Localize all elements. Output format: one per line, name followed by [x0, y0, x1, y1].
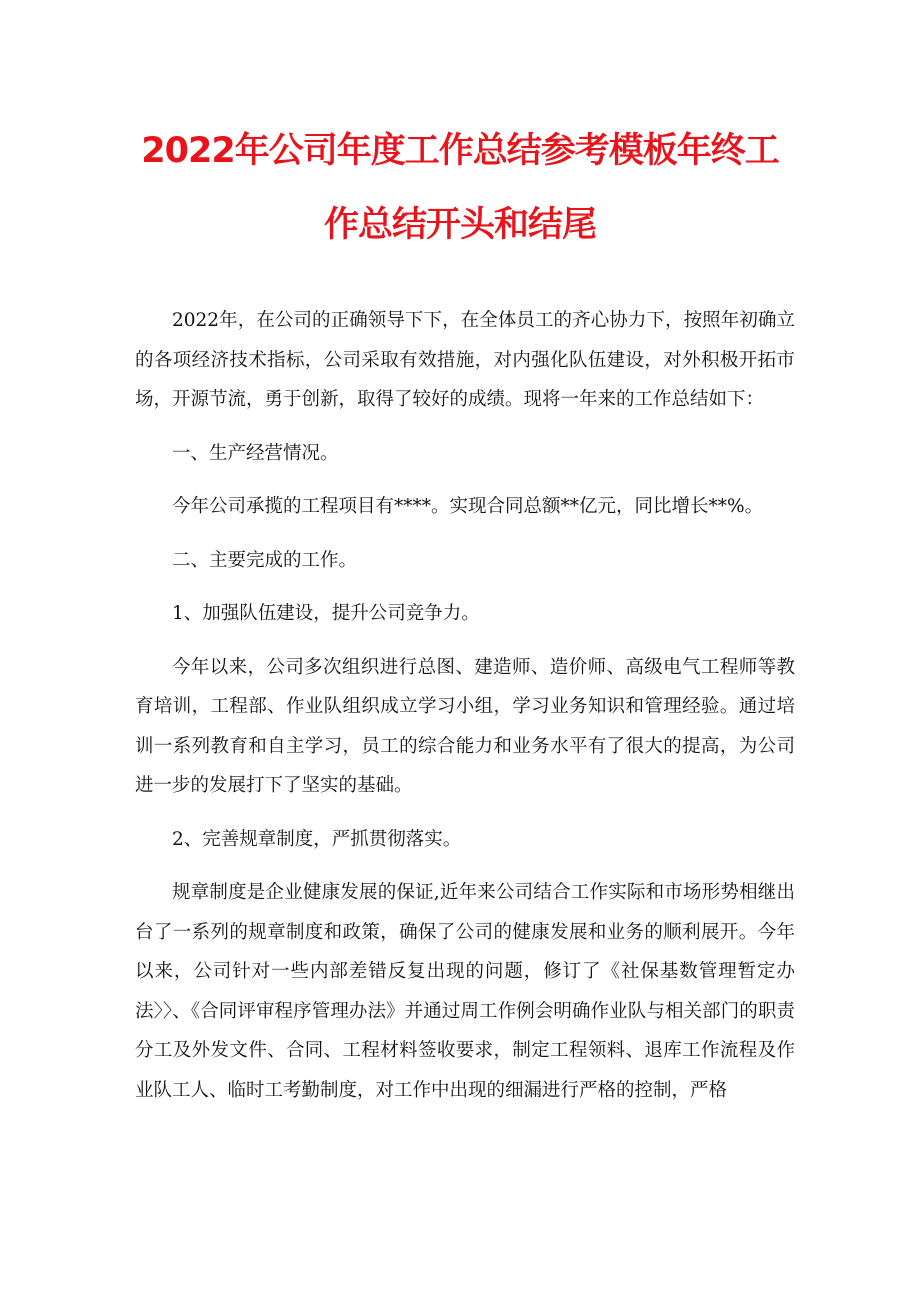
paragraph-section-1: 今年公司承揽的工程项目有****。实现合同总额**亿元，同比增长**%。 — [172, 496, 764, 517]
subheading-item-1: 1、加强队伍建设，提升公司竞争力。 — [172, 603, 480, 624]
subheading-item-2: 2、完善规章制度，严抓贯彻落实。 — [172, 828, 462, 850]
document-title-line-1: 2022年公司年度工作总结参考模板年终工 — [141, 131, 779, 171]
paragraph-item-2: 规章制度是企业健康发展的保证,近年来公司结合工作实际和市场形势相继出台了一系列的规章制度和政策，确保了公司的健康发展和业务的顺利展开。今年以来，公司针对一些内部差错反复出现的问题，修订了《社保基数管理暂定办法〉〉、《合同评审程序管理办法》并通过周工作例会明确作业队与相关部门的职责分工及外发文件、合同、工程材料签收要求，制定工程领料、退库工作流程及作业队工人、临时工考勤制度，对工作中出现的细漏进行严格的控制，严格 — [135, 882, 795, 1101]
heading-section-1: 一、生产经营情况。 — [172, 442, 339, 464]
paragraph-item-1: 今年以来，公司多次组织进行总图、建造师、造价师、高级电气工程师等教育培训，工程部、作业队组织成立学习小组，学习业务知识和管理经验。通过培训一系列教育和自主学习，员工的综合能力和业务水平有了很大的提高，为公司进一步的发展打下了坚实的基础。 — [135, 656, 795, 796]
document-body — [135, 301, 795, 1124]
document-title-line-2: 作总结开头和结尾 — [323, 205, 596, 245]
paragraph-intro: 2022年，在公司的正确领导下下，在全体员工的齐心协力下，按照年初确立的各项经济技术指标，公司采取有效措施，对内强化队伍建设，对外积极开拓市场，开源节流，勇于创新，取得了较好的成绩。现将一年来的工作总结如下： — [135, 310, 795, 410]
heading-section-2: 二、主要完成的工作。 — [172, 549, 358, 571]
